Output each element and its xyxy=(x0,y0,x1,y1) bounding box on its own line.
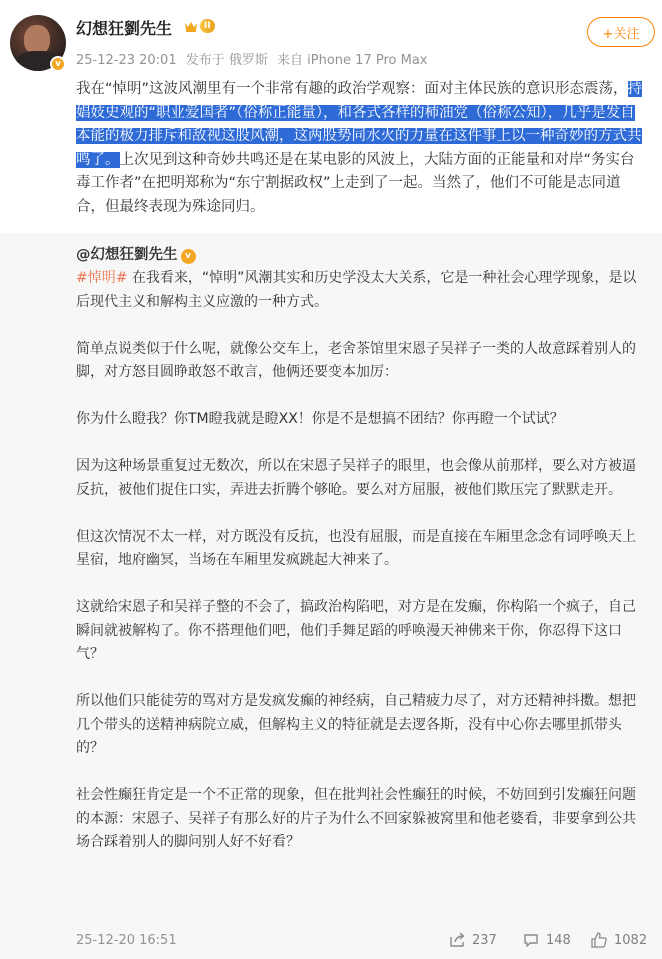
share-icon xyxy=(448,931,466,949)
repost-paragraph: 但这次情况不太一样，对方既没有反抗，也没有屈服，而是直接在车厢里念念有词呼唤天上星宿，地府幽冥，当场在车厢里发疯跳起大神来了。 xyxy=(76,528,636,568)
repost-paragraph: 社会性癫狂肯定是一个不正常的现象，但在批判社会性癫狂的时候，不妨回到引发癫狂问题的本源：宋恩子、吴祥子有那么好的片子为什么不回家躲被窝里和他老婆看，非要拿到公共场合踩着别人的脚问别人好不好看？ xyxy=(76,787,636,850)
repost-paragraph: 所以他们只能徒劳的骂对方是发疯发癫的神经病，自己精疲力尽了，对方还精神抖擞。想把几个带头的送精神病院立威，但解构主义的特征就是去逻各斯，没有中心你去哪里抓带头的？ xyxy=(76,693,636,756)
repost-author[interactable] xyxy=(76,243,196,264)
repost-paragraph-text: 在我看来，“悼明”风潮其实和历史学没太大关系，它是一种社会心理学现象，是以后现代主义和解构主义应激的一种方式。 xyxy=(76,270,637,310)
repost-paragraph: 这就给宋恩子和吴祥子整的不会了，搞政治构陷吧，对方是在发癫，你构陷一个疯子，自己瞬间就被解构了。你不搭理他们吧，他们手舞足蹈的呼唤漫天神佛来干你，你忍得下这口气？ xyxy=(76,599,636,662)
like-count: 1082 xyxy=(614,932,648,948)
repost-paragraph: 你为什么瞪我？你TM瞪我就是瞪XX！你是不是想搞不团结？你再瞪一个试试？ xyxy=(76,411,564,427)
comment-count: 148 xyxy=(546,932,571,948)
post-header xyxy=(10,12,655,72)
share-count: 237 xyxy=(472,932,497,948)
verified-badge-icon: v xyxy=(181,249,196,264)
post-text-after: 上次见到这种奇妙共鸣还是在某电影的风波上，大陆方面的正能量和对岸“务实台毒工作者”在把明郑称为“东宁割据政权”上走到了一起。当然了，他们不可能是志同道合，但最终表现为殊途同归。 xyxy=(76,151,635,215)
verified-badge-icon: v xyxy=(50,56,66,72)
repost-author-name[interactable]: @幻想狂劉先生 xyxy=(76,247,178,263)
post-location: 发布于 俄罗斯 xyxy=(185,53,268,68)
comment-action[interactable] xyxy=(522,931,571,949)
repost-paragraph: 简单点说类似于什么呢，就像公交车上，老舍茶馆里宋恩子吴祥子一类的人故意踩着别人的脚，对方怒目圆睁敢怒不敢言，他俩还要变本加厉： xyxy=(76,340,636,380)
level-badge: II xyxy=(200,19,215,33)
repost-paragraph: 因为这种场景重复过无数次，所以在宋恩子吴祥子的眼里，也会像从前那样，要么对方被逼反抗，被他们捉住口实，弄进去折腾个够呛。要么对方屈服，被他们欺压完了默默走开。 xyxy=(76,458,636,498)
follow-button[interactable]: +关注 xyxy=(587,17,655,47)
repost-body xyxy=(76,267,646,878)
comment-icon xyxy=(522,931,540,949)
share-action[interactable] xyxy=(448,931,497,949)
reposted-card[interactable] xyxy=(0,233,662,959)
post-meta xyxy=(76,49,432,68)
post-text-highlight: 持娼妓史观的“职业爱国者”（俗称正能量），和各式各样的柿油党（俗称公知），几乎是发自本能的极力排斥和敌视这股风潮，这两股势同水火的力量在这件事上以一种奇妙的方式共鸣了。 xyxy=(76,81,643,168)
thumbs-up-icon xyxy=(590,931,608,949)
crown-icon xyxy=(184,20,198,32)
post-device: 来自 iPhone 17 Pro Max xyxy=(277,53,428,68)
author-name[interactable]: 幻想狂劉先生 xyxy=(76,19,173,38)
post-date[interactable]: 25-12-23 20:01 xyxy=(76,53,177,68)
repost-date[interactable]: 25-12-20 16:51 xyxy=(76,933,177,948)
post-text-before: 我在“悼明”这波风潮里有一个非常有趣的政治学观察：面对主体民族的意识形态震荡， xyxy=(76,81,628,97)
like-action[interactable] xyxy=(590,931,647,949)
post-text xyxy=(76,78,646,219)
repost-footer xyxy=(76,931,648,951)
topic-link[interactable]: #悼明# xyxy=(76,270,128,286)
repost-paragraph xyxy=(76,267,646,314)
